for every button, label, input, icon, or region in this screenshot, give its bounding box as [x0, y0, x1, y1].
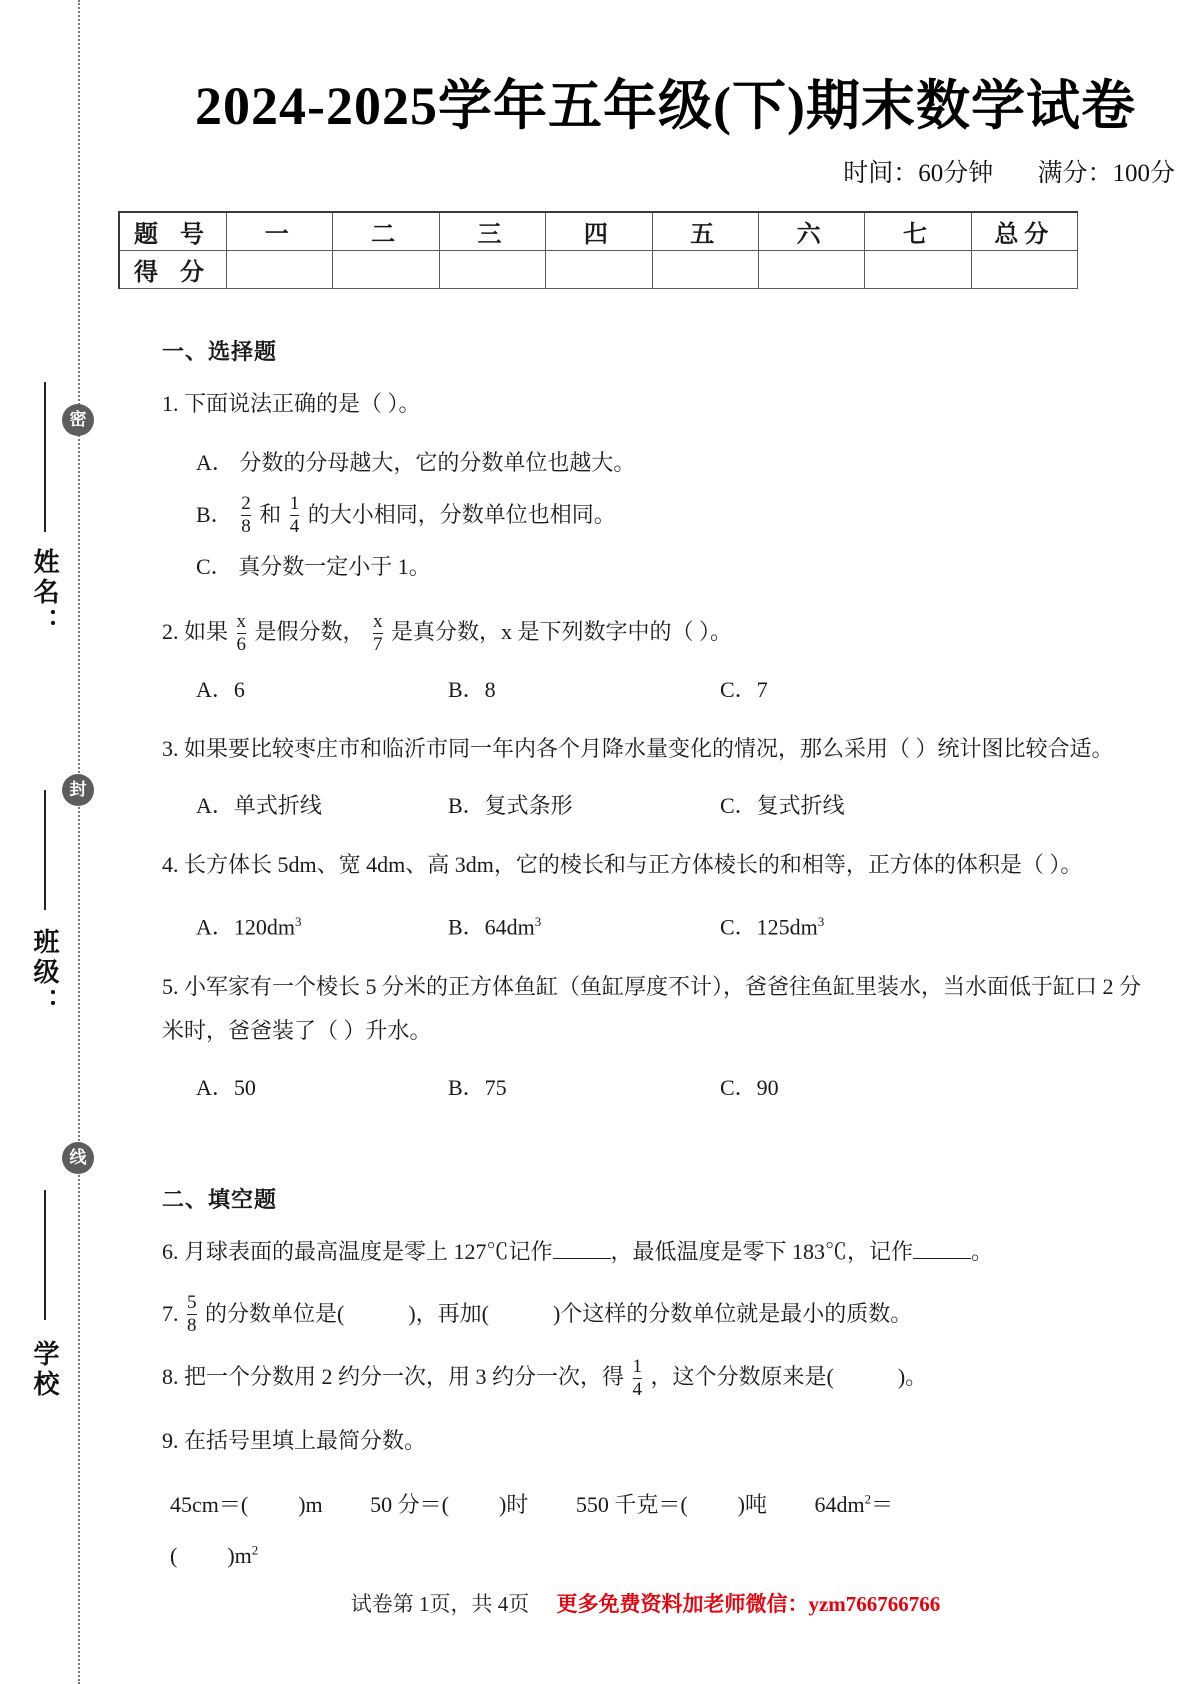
exam-page — [100, 0, 1191, 1684]
footer-promo-text: 更多免费资料加老师微信：yzm766766766 — [556, 1592, 941, 1616]
question-1-option-c[interactable] — [196, 544, 1161, 590]
fraction-denominator: 7 — [373, 633, 383, 655]
question-3 — [162, 727, 1161, 771]
question-3-option-c[interactable]: C．复式折线 — [720, 793, 845, 819]
question-5-option-c[interactable]: C．90 — [720, 1074, 779, 1100]
score-table-col-2: 二 — [333, 212, 439, 251]
question-9-number: 9. — [162, 1427, 179, 1453]
question-2 — [162, 610, 1161, 655]
fraction-numerator: 1 — [289, 493, 300, 515]
fraction-denominator: 6 — [236, 633, 247, 655]
conversion-item-m2-answer — [170, 1543, 258, 1568]
score-cell-4[interactable] — [546, 250, 652, 288]
score-table-label-question: 题 号 — [119, 212, 227, 251]
conversion-pre: 45cm＝( — [170, 1491, 249, 1517]
question-6-part-1: 月球表面的最高温度是零上 127℃记作 — [184, 1238, 553, 1264]
question-7-part-1: 的分数单位是( — [205, 1300, 345, 1326]
meta-time: 时间：60分钟 — [843, 159, 994, 187]
question-5-stem: 小军家有一个棱长 5 分米的正方体鱼缸（鱼缸厚度不计），爸爸往鱼缸里装水，当水面低于缸口 2 分米时，爸爸装了（ ）升水。 — [162, 973, 1142, 1043]
question-9-stem: 在括号里填上最简分数。 — [184, 1427, 427, 1453]
question-1-stem: 下面说法正确的是（ ）。 — [184, 390, 421, 416]
option-c-text: 真分数一定小于 1。 — [238, 554, 431, 580]
question-4-number: 4. — [162, 852, 179, 878]
score-table-col-total: 总分 — [971, 212, 1077, 251]
question-4-options — [196, 901, 1161, 948]
question-1-number: 1. — [162, 390, 179, 416]
fraction-denominator: 8 — [187, 1315, 197, 1337]
question-5 — [162, 965, 1161, 1053]
conversion-item-kg-to-ton — [576, 1492, 767, 1517]
superscript-2: 2 — [864, 1491, 872, 1507]
question-7-part-3: )个这样的分数单位就是最小的质数。 — [552, 1300, 913, 1326]
question-7 — [162, 1292, 1161, 1337]
question-4-option-b[interactable] — [448, 901, 720, 948]
option-b-label: B． — [196, 501, 233, 527]
question-1-option-a[interactable] — [196, 440, 1161, 486]
label-student-name: 姓名： — [30, 548, 59, 638]
fraction-denominator: 8 — [241, 516, 251, 538]
conversion-pre: 50 分＝( — [370, 1491, 449, 1517]
section-heading-fill-blank: 二、填空题 — [162, 1186, 278, 1212]
conversion-post: )时 — [499, 1491, 529, 1517]
question-7-part-2: )，再加( — [408, 1300, 489, 1326]
score-table-col-5: 五 — [652, 212, 758, 251]
question-1-option-b[interactable] — [196, 492, 1161, 538]
score-cell-total[interactable] — [971, 250, 1077, 288]
question-8-stem-post: ，这个分数原来是( — [650, 1364, 834, 1390]
label-class: 班级： — [30, 928, 59, 1018]
fraction-one-fourth — [290, 494, 300, 537]
table-row-question-numbers — [119, 212, 1078, 251]
score-table-col-7: 七 — [865, 212, 971, 251]
option-c-text: C．125dm — [720, 914, 818, 940]
exam-content — [162, 335, 1161, 1580]
fraction-numerator: 1 — [632, 1355, 643, 1377]
question-6-number: 6. — [162, 1238, 179, 1264]
question-1 — [162, 382, 1161, 426]
fraction-x-over-6 — [237, 612, 247, 655]
question-9-conversions-line-2 — [170, 1528, 1161, 1579]
page-title: 2024-2025学年五年级(下)期末数学试卷 — [195, 76, 1136, 136]
seal-char-feng: 封 — [62, 774, 94, 806]
question-6 — [162, 1230, 1161, 1274]
question-8 — [162, 1355, 1161, 1400]
score-table-col-3: 三 — [439, 212, 545, 251]
score-table-col-6: 六 — [758, 212, 864, 251]
conversion-post: )吨 — [737, 1491, 767, 1517]
score-cell-1[interactable] — [227, 250, 333, 288]
exam-meta — [100, 153, 1191, 189]
score-table-col-4: 四 — [546, 212, 652, 251]
sealing-dotted-line — [78, 0, 80, 1684]
question-2-option-b[interactable]: B．8 — [448, 677, 496, 703]
question-8-stem-tail: )。 — [897, 1364, 928, 1390]
question-2-number: 2. — [162, 619, 179, 645]
option-c-label: C． — [196, 554, 233, 580]
fraction-one-fourth — [633, 1357, 643, 1400]
conversion-post: ＝ — [871, 1491, 894, 1517]
question-3-option-a[interactable]: A．单式折线 — [196, 793, 322, 819]
question-5-option-a[interactable]: A．50 — [196, 1074, 256, 1100]
conversion-pre: ( — [170, 1543, 178, 1569]
option-a-label: A． — [196, 449, 234, 475]
fraction-numerator: 2 — [241, 493, 251, 515]
fraction-denominator: 4 — [632, 1378, 643, 1400]
question-3-number: 3. — [162, 736, 179, 762]
question-2-stem-mid: 是假分数， — [254, 619, 365, 645]
score-table — [118, 211, 1078, 289]
fraction-numerator: 5 — [187, 1292, 197, 1314]
question-2-stem-post: 是真分数，x 是下列数字中的（ ）。 — [391, 619, 733, 645]
conversion-item-dm2-to-m2 — [814, 1492, 893, 1517]
question-4-option-c[interactable] — [720, 901, 824, 948]
answer-blank-2[interactable] — [913, 1258, 971, 1259]
page-footer — [100, 1588, 1191, 1618]
score-cell-5[interactable] — [652, 250, 758, 288]
score-cell-3[interactable] — [439, 250, 545, 288]
question-8-stem-pre: 把一个分数用 2 约分一次，用 3 约分一次，得 — [184, 1364, 625, 1390]
option-b-text: B．64dm — [448, 914, 535, 940]
superscript-3: 3 — [534, 914, 542, 930]
table-row-scores — [119, 250, 1078, 288]
conversion-post: )m — [227, 1543, 252, 1569]
question-2-option-c[interactable]: C．7 — [720, 677, 768, 703]
conversion-item-min-to-hour — [370, 1492, 528, 1517]
label-school: 学校 — [30, 1340, 59, 1400]
question-6-part-2: ，最低温度是零下 183℃，记作 — [610, 1238, 914, 1264]
question-6-part-3: 。 — [971, 1238, 994, 1264]
fraction-two-eighths — [241, 494, 251, 537]
question-9-conversions-line-1 — [170, 1477, 1161, 1528]
sealing-margin — [0, 0, 100, 1684]
question-2-stem-pre: 如果 — [184, 619, 229, 645]
question-9 — [162, 1419, 1161, 1463]
question-8-number: 8. — [162, 1364, 179, 1390]
question-4-option-a[interactable] — [196, 901, 448, 948]
question-7-number: 7. — [162, 1300, 179, 1326]
school-write-line — [44, 1190, 46, 1320]
score-cell-2[interactable] — [333, 250, 439, 288]
meta-total-score: 满分：100分 — [1037, 159, 1175, 187]
conversion-pre: 550 千克＝( — [575, 1491, 688, 1517]
footer-page-info: 试卷第 1页，共 4页 — [350, 1592, 530, 1616]
option-b-conjunction: 和 — [259, 501, 282, 527]
question-2-options — [196, 669, 1161, 711]
seal-char-mi: 密 — [62, 404, 94, 436]
conversion-item-cm-to-m — [170, 1492, 323, 1517]
class-write-line — [44, 790, 46, 910]
score-cell-6[interactable] — [758, 250, 864, 288]
fraction-numerator: x — [236, 610, 247, 632]
question-4-stem: 长方体长 5dm、宽 4dm、高 3dm，它的棱长和与正方体棱长的和相等，正方体的体积是（ ）。 — [184, 852, 1083, 878]
question-5-number: 5. — [162, 973, 179, 999]
name-write-line — [44, 382, 46, 532]
superscript-3: 3 — [295, 914, 302, 930]
question-4 — [162, 843, 1161, 887]
conversion-post: )m — [298, 1491, 323, 1517]
fraction-denominator: 4 — [289, 516, 300, 538]
question-5-options — [196, 1067, 1161, 1109]
question-2-option-a[interactable]: A．6 — [196, 677, 245, 703]
fraction-five-eighths — [187, 1293, 197, 1336]
fraction-x-over-7 — [373, 612, 383, 655]
score-cell-7[interactable] — [865, 250, 971, 288]
option-a-text: 分数的分母越大，它的分数单位也越大。 — [239, 449, 636, 475]
seal-char-xian: 线 — [62, 1142, 94, 1174]
section-heading-choice: 一、选择题 — [162, 338, 278, 364]
superscript-3: 3 — [817, 914, 825, 930]
question-3-options — [196, 785, 1161, 827]
score-table-col-1: 一 — [227, 212, 333, 251]
score-table-label-score: 得 分 — [119, 250, 227, 288]
conversion-pre: 64dm — [814, 1491, 865, 1517]
question-3-option-b[interactable]: B．复式条形 — [448, 793, 573, 819]
option-a-text: A．120dm — [196, 914, 296, 940]
question-5-option-b[interactable]: B．75 — [448, 1074, 507, 1100]
fraction-numerator: x — [373, 610, 383, 632]
option-b-text: 的大小相同，分数单位也相同。 — [307, 501, 616, 527]
superscript-2: 2 — [251, 1542, 259, 1558]
question-3-stem: 如果要比较枣庄市和临沂市同一年内各个月降水量变化的情况，那么采用（ ）统计图比较合适。 — [184, 736, 1114, 762]
answer-blank-1[interactable] — [553, 1258, 611, 1259]
